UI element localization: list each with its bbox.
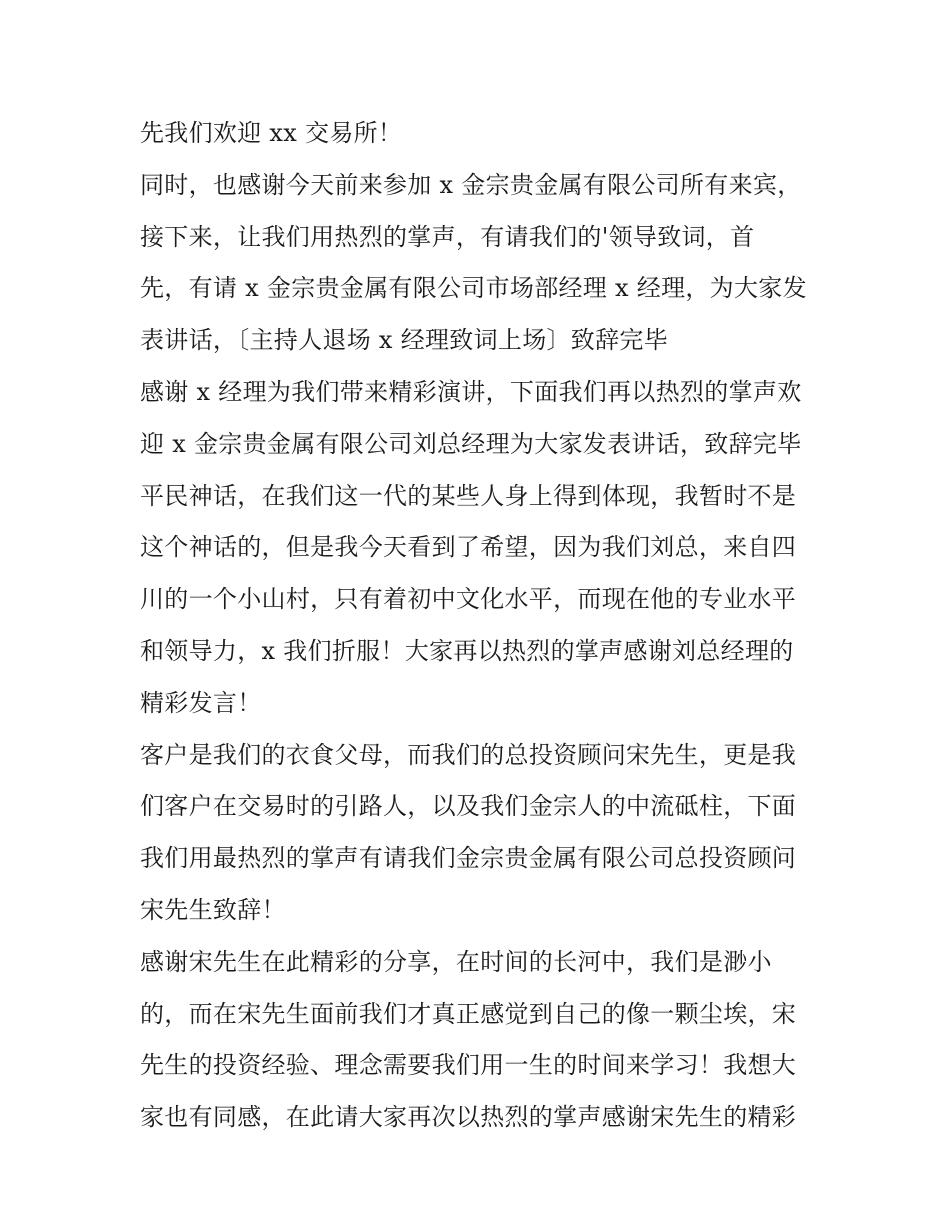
text-line: 先生的投资经验、理念需要我们用一生的时间来学习！我想大 (140, 1051, 797, 1080)
text-line: 感谢宋先生在此精彩的分享，在时间的长河中，我们是渺小 (140, 947, 772, 976)
text-line: 我们用最热烈的掌声有请我们金宗贵金属有限公司总投资顾问 (140, 844, 797, 873)
text-line: 接下来，让我们用热烈的掌声，有请我们的'领导致词，首 (140, 222, 755, 251)
text-line: 感谢 x 经理为我们带来精彩演讲，下面我们再以热烈的掌声欢 (140, 377, 802, 406)
text-line: 迎 x 金宗贵金属有限公司刘总经理为大家发表讲话，致辞完毕 (140, 429, 802, 458)
document-body (140, 108, 820, 1144)
text-line: 精彩发言！ (140, 688, 262, 717)
text-line: 川的一个小山村，只有着初中文化水平，而现在他的专业水平 (140, 585, 797, 614)
text-line: 先，有请 x 金宗贵金属有限公司市场部经理 x 经理，为大家发 (140, 274, 807, 303)
text-line: 这个神话的，但是我今天看到了希望，因为我们刘总，来自四 (140, 533, 797, 562)
text-line: 先我们欢迎 xx 交易所！ (140, 119, 403, 147)
text-line: 同时，也感谢今天前来参加 x 金宗贵金属有限公司所有来宾， (140, 170, 802, 199)
text-line: 们客户在交易时的引路人，以及我们金宗人的中流砥柱，下面 (140, 792, 797, 821)
text-line: 表讲话，〔主持人退场 x 经理致词上场〕致辞完毕 (140, 326, 668, 355)
text-line: 家也有同感，在此请大家再次以热烈的掌声感谢宋先生的精彩 (140, 1103, 797, 1132)
text-line: 的，而在宋先生面前我们才真正感觉到自己的像一颗尘埃，宋 (140, 999, 797, 1028)
text-line: 平民神话，在我们这一代的某些人身上得到体现，我暂时不是 (140, 481, 797, 510)
text-line: 和领导力，x 我们折服！大家再以热烈的掌声感谢刘总经理的 (140, 636, 794, 665)
text-line: 宋先生致辞！ (140, 895, 286, 924)
text-line: 客户是我们的衣食父母，而我们的总投资顾问宋先生，更是我 (140, 740, 797, 769)
